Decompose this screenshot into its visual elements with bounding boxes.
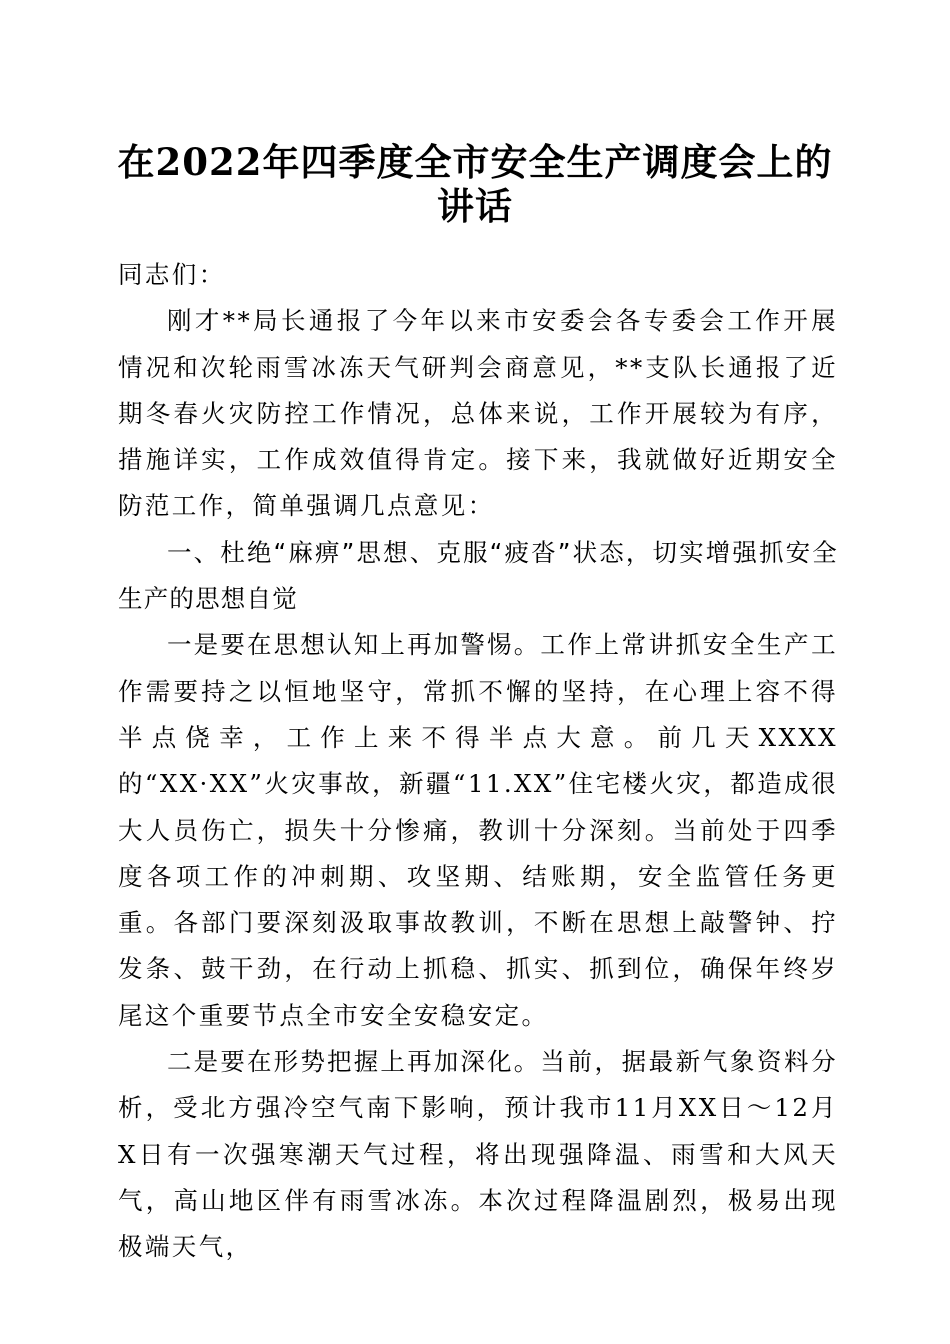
intro-paragraph: 刚才**局长通报了今年以来市安委会各专委会工作开展情况和次轮雨雪冰冻天气研判会商意见，**支队长通报了近期冬春火灾防控工作情况，总体来说，工作开展较为有序，措施详实，工作成效值得肯定。接下来，我就做好近期安全防范工作，简单强调几点意见： xyxy=(118,306,838,521)
paragraph-1 xyxy=(118,622,838,1039)
paragraph-1-lead: 一是要在思想认知上再加警惕。 xyxy=(167,630,541,660)
paragraph-2-lead: 二是要在形势把握上再加深化。 xyxy=(167,1047,541,1077)
paragraph-2-text: 当前，据最新气象资料分析，受北方强冷空气南下影响，预计我市11月XX日～12月X日有一次强寒潮天气过程，将出现强降温、雨雪和大风天气，高山地区伴有雨雪冰冻。本次过程降温剧烈，极易出现极端天气， xyxy=(118,1047,838,1262)
salutation: 同志们： xyxy=(118,260,226,289)
document-title: 在2022年四季度全市安全生产调度会上的讲话 xyxy=(117,140,833,228)
document-body xyxy=(118,252,838,1271)
paragraph-2 xyxy=(118,1039,838,1270)
paragraph-1-text: 工作上常讲抓安全生产工作需要持之以恒地坚守，常抓不懈的坚持，在心理上容不得半点侥幸，工作上来不得半点大意。前几天XXXX的“XX·XX”火灾事故，新疆“11.XX”住宅楼火灾，都造成很大人员伤亡，损失十分惨痛，教训十分深刻。当前处于四季度各项工作的冲刺期、攻坚期、结账期，安全监管任务更重。各部门要深刻汲取事故教训，不断在思想上敲警钟、拧发条、鼓干劲，在行动上抓稳、抓实、抓到位，确保年终岁尾这个重要节点全市安全安稳安定。 xyxy=(118,630,838,1030)
section-heading-1: 一、杜绝“麻痹”思想、克服“疲沓”状态，切实增强抓安全生产的思想自觉 xyxy=(118,537,838,614)
